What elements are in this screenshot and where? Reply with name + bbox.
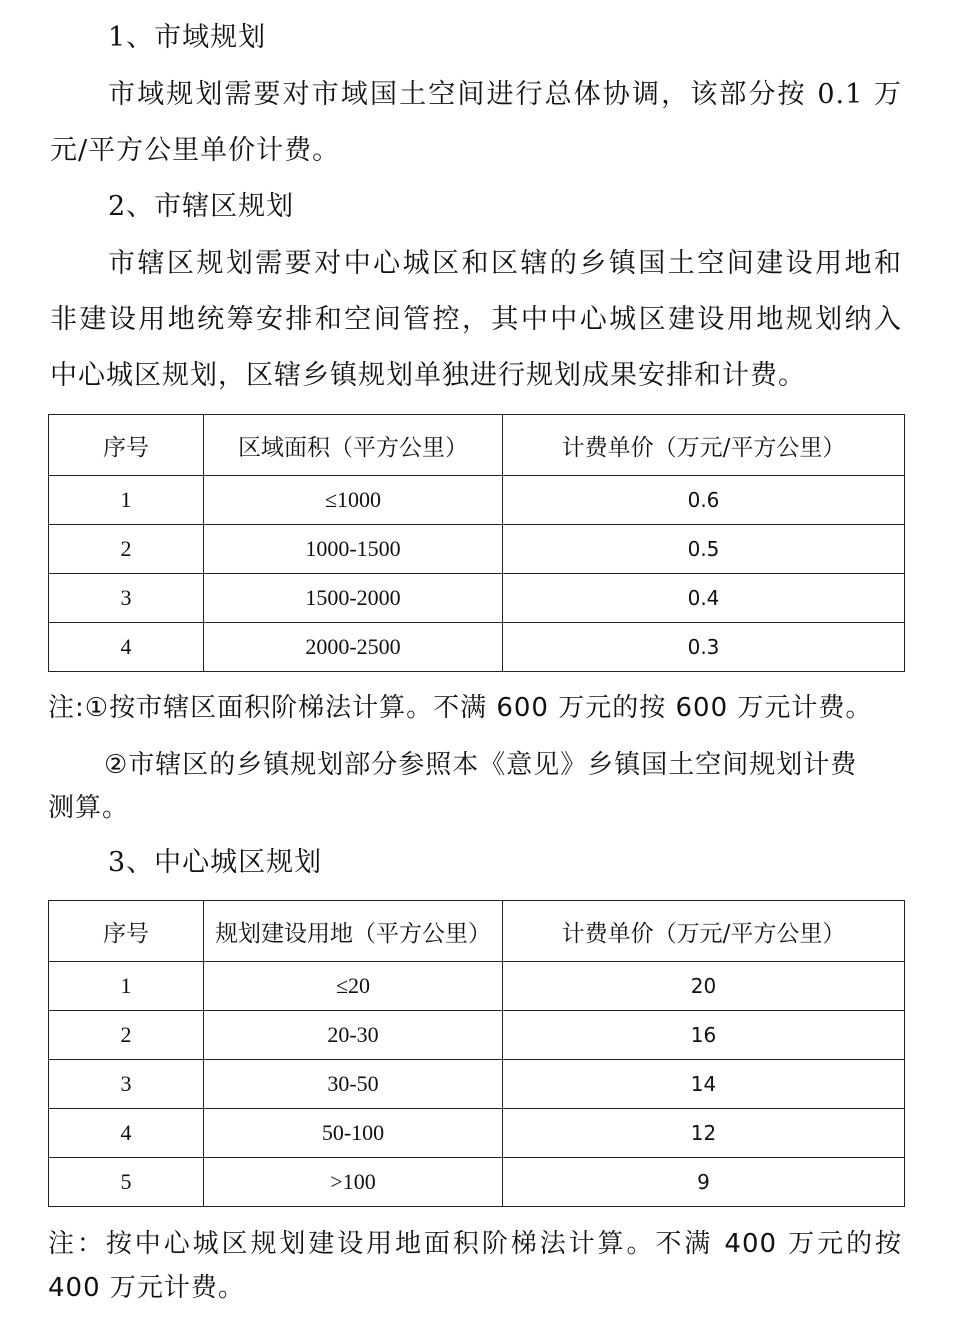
header-cell: 区域面积（平方公里）: [204, 415, 503, 476]
table-cell: 1000-1500: [204, 525, 503, 574]
table-cell: 1: [49, 476, 204, 525]
table-row: [49, 1109, 905, 1158]
table-cell: 1500-2000: [204, 574, 503, 623]
header-cell: 序号: [49, 901, 204, 962]
section3-note-line-1: 注：按中心城区规划建设用地面积阶梯法计算。不满 400 万元的按: [48, 1229, 902, 1259]
table-cell: 14: [503, 1060, 905, 1109]
table-cell: 0.3: [503, 623, 905, 672]
header-cell: 计费单价（万元/平方公里）: [503, 415, 905, 476]
section3-heading: 3、中心城区规划: [108, 847, 323, 878]
table-cell: 30-50: [204, 1060, 503, 1109]
header-cell: 计费单价（万元/平方公里）: [503, 901, 905, 962]
table-cell: 20: [503, 962, 905, 1011]
table-cell: 0.4: [503, 574, 905, 623]
table-cell: 5: [49, 1158, 204, 1207]
section1-para-line-2: 元/平方公里单价计费。: [50, 135, 341, 166]
section2-para-line-3: 中心城区规划，区辖乡镇规划单独进行规划成果安排和计费。: [50, 360, 806, 391]
table-cell: 2: [49, 1011, 204, 1060]
table-cell: 3: [49, 1060, 204, 1109]
table-cell: 16: [503, 1011, 905, 1060]
section3-note-line-2: 400 万元计费。: [48, 1273, 245, 1303]
section1-heading: 1、市域规划: [108, 22, 267, 53]
table-cell: 12: [503, 1109, 905, 1158]
table-cell: 2: [49, 525, 204, 574]
section2-para-line-1: 市辖区规划需要对中心城区和区辖的乡镇国土空间建设用地和: [108, 248, 902, 279]
table-row: [49, 623, 905, 672]
section2-heading: 2、市辖区规划: [108, 191, 295, 222]
central-city-fee-table: [48, 900, 905, 1207]
table-row: [49, 574, 905, 623]
section1-para-line-1: 市域规划需要对市域国土空间进行总体协调，该部分按 0.1 万: [108, 79, 902, 110]
table-row: [49, 1060, 905, 1109]
table-row: [49, 962, 905, 1011]
table-cell: ≤20: [204, 962, 503, 1011]
table-cell: 0.6: [503, 476, 905, 525]
section2-note-line-3: 测算。: [48, 793, 130, 823]
section2-note-line-2: ②市辖区的乡镇规划部分参照本《意见》乡镇国土空间规划计费: [104, 750, 858, 780]
table-header-row: [49, 901, 905, 962]
table-cell: 2000-2500: [204, 623, 503, 672]
table-row: [49, 525, 905, 574]
header-cell: 序号: [49, 415, 204, 476]
table-row: [49, 1158, 905, 1207]
table-header-row: [49, 415, 905, 476]
table-cell: 4: [49, 1109, 204, 1158]
district-fee-table: [48, 414, 905, 672]
table-cell: ≤1000: [204, 476, 503, 525]
section2-note-line-1: 注:①按市辖区面积阶梯法计算。不满 600 万元的按 600 万元计费。: [48, 693, 873, 723]
table-cell: 9: [503, 1158, 905, 1207]
table-cell: 50-100: [204, 1109, 503, 1158]
table-cell: 20-30: [204, 1011, 503, 1060]
table-row: [49, 1011, 905, 1060]
table-cell: >100: [204, 1158, 503, 1207]
section2-para-line-2: 非建设用地统筹安排和空间管控，其中中心城区建设用地规划纳入: [50, 304, 902, 335]
table-cell: 4: [49, 623, 204, 672]
table-cell: 0.5: [503, 525, 905, 574]
header-cell: 规划建设用地（平方公里）: [204, 901, 503, 962]
table-row: [49, 476, 905, 525]
table-cell: 1: [49, 962, 204, 1011]
table-cell: 3: [49, 574, 204, 623]
